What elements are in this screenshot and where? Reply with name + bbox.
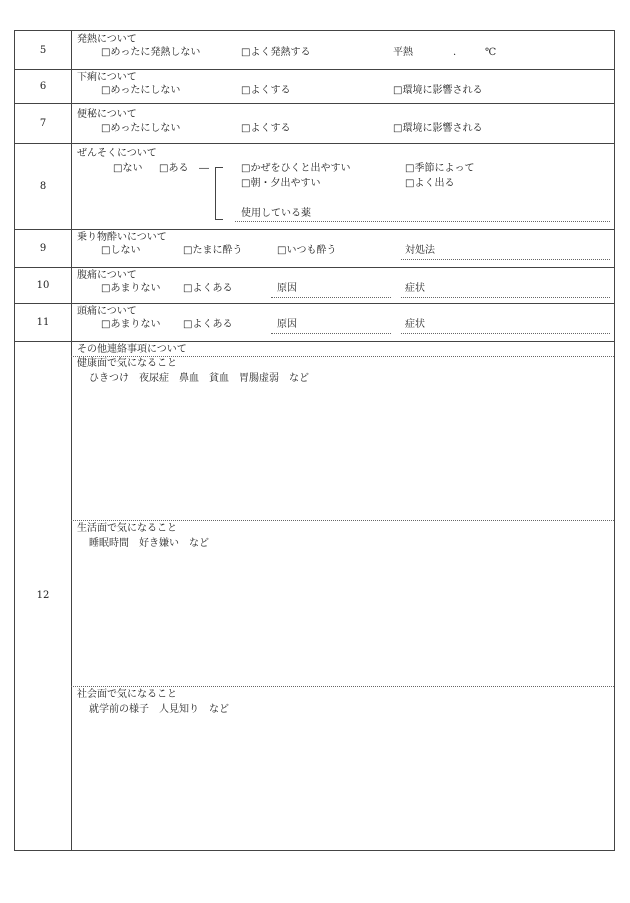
health-divider — [71, 520, 614, 521]
option-never[interactable]: □しない — [101, 245, 141, 256]
cause-field[interactable] — [271, 333, 391, 334]
health-questionnaire-form — [14, 30, 615, 851]
brace-connector: ― — [199, 163, 209, 174]
row-other-notes — [15, 341, 614, 850]
cause-label: 原因 — [277, 283, 297, 294]
symptom-field[interactable] — [401, 297, 610, 298]
row-number: 10 — [15, 267, 72, 303]
question-label: 発熱について — [77, 34, 137, 45]
row-number: 6 — [15, 69, 72, 103]
cause-label: 原因 — [277, 319, 297, 330]
option-sometimes[interactable]: □たまに酔う — [183, 245, 243, 256]
life-heading: 生活面で気になること — [77, 523, 177, 534]
question-label: 頭痛について — [77, 306, 137, 317]
symptom-field[interactable] — [401, 333, 610, 334]
option-morning-evening[interactable]: □朝・夕出やすい — [241, 178, 321, 189]
option-often[interactable]: □よくある — [183, 283, 233, 294]
social-notes-area[interactable] — [71, 719, 614, 844]
question-label: 腹痛について — [77, 270, 137, 281]
option-cold-trigger[interactable]: □かぜをひくと出やすい — [241, 163, 351, 174]
life-examples: 睡眠時間 好き嫌い など — [89, 538, 209, 549]
row-number: 5 — [15, 31, 72, 69]
option-often[interactable]: □よくする — [241, 85, 291, 96]
remedy-label: 対処法 — [405, 245, 435, 256]
option-rarely-fever[interactable]: □めったに発熱しない — [101, 47, 201, 58]
option-environment[interactable]: □環境に影響される — [393, 123, 483, 134]
row-number: 8 — [15, 143, 72, 229]
row-asthma — [15, 143, 614, 230]
option-seasonal[interactable]: □季節によって — [405, 163, 475, 174]
row-number: 7 — [15, 103, 72, 143]
brace-line — [215, 167, 216, 219]
option-none[interactable]: □ない — [113, 163, 143, 174]
row-number: 11 — [15, 303, 72, 341]
option-environment[interactable]: □環境に影響される — [393, 85, 483, 96]
option-always[interactable]: □いつも酔う — [277, 245, 337, 256]
option-yes[interactable]: □ある — [159, 163, 189, 174]
brace-bottom — [215, 219, 223, 220]
row-stomachache — [15, 267, 614, 304]
temp-unit: ℃ — [485, 47, 497, 58]
normal-temp-label: 平熱 — [393, 47, 413, 58]
row-motion-sickness — [15, 229, 614, 268]
question-label: 便秘について — [77, 109, 137, 120]
question-label: 乗り物酔いについて — [77, 232, 167, 243]
option-rarely[interactable]: □あまりない — [101, 319, 161, 330]
option-rarely[interactable]: □あまりない — [101, 283, 161, 294]
health-notes-area[interactable] — [71, 387, 614, 517]
symptom-label: 症状 — [405, 283, 425, 294]
option-rarely[interactable]: □めったにしない — [101, 85, 181, 96]
medicine-label: 使用している薬 — [241, 208, 311, 219]
question-label: 下痢について — [77, 72, 137, 83]
social-examples: 就学前の様子 人見知り など — [89, 704, 229, 715]
row-number: 9 — [15, 229, 72, 267]
row-headache — [15, 303, 614, 342]
symptom-label: 症状 — [405, 319, 425, 330]
temp-decimal-point: . — [453, 47, 457, 58]
health-examples: ひきつけ 夜尿症 鼻血 貧血 胃腸虚弱 など — [89, 373, 309, 384]
option-often-fever[interactable]: □よく発熱する — [241, 47, 311, 58]
medicine-field[interactable] — [235, 221, 610, 222]
row-number: 12 — [15, 341, 72, 850]
row-fever — [15, 31, 614, 70]
cause-field[interactable] — [271, 297, 391, 298]
remedy-field[interactable] — [401, 259, 610, 260]
section-title: その他連絡事項について — [77, 344, 187, 355]
option-often[interactable]: □よくする — [241, 123, 291, 134]
health-heading: 健康面で気になること — [77, 358, 177, 369]
life-notes-area[interactable] — [71, 553, 614, 683]
life-divider — [71, 686, 614, 687]
brace-top — [215, 167, 223, 168]
option-frequent[interactable]: □よく出る — [405, 178, 455, 189]
question-label: ぜんそくについて — [77, 148, 157, 159]
row-diarrhea — [15, 69, 614, 104]
title-divider — [71, 356, 614, 357]
option-rarely[interactable]: □めったにしない — [101, 123, 181, 134]
social-heading: 社会面で気になること — [77, 689, 177, 700]
option-often[interactable]: □よくある — [183, 319, 233, 330]
row-constipation — [15, 103, 614, 144]
